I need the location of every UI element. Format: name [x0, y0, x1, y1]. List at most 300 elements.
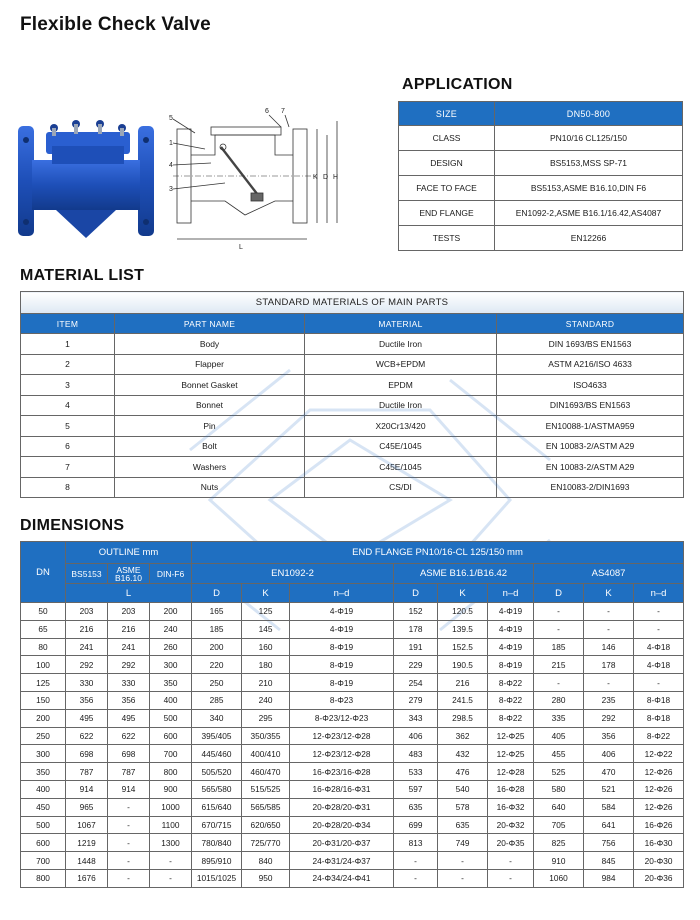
- dim-l-din-f6: 500: [150, 709, 192, 727]
- dim-en-nd: 16-Φ28/16-Φ31: [290, 780, 394, 798]
- dim-en-d: 250: [192, 674, 242, 692]
- dim-as-d: 825: [534, 834, 584, 852]
- dim-col-asme-line1: ASME: [116, 564, 141, 575]
- application-header-label: SIZE: [399, 102, 495, 126]
- dim-group-asme-b161: ASME B16.1/B16.42: [394, 564, 534, 584]
- valve-cross-section-drawing: [165, 103, 383, 255]
- application-header-value: DN50-800: [495, 102, 683, 126]
- dim-as-k: 235: [584, 691, 634, 709]
- dim-dn: 150: [21, 691, 66, 709]
- drawing-label-1: 1: [169, 140, 173, 147]
- dim-asme-k: 298.5: [438, 709, 488, 727]
- dim-as-k: 146: [584, 638, 634, 656]
- dim-en-nd: 24-Φ31/24-Φ37: [290, 852, 394, 870]
- dim-asme-k: 362: [438, 727, 488, 745]
- dimension-rows: [21, 603, 684, 888]
- dim-asme-k: 120.5: [438, 603, 488, 621]
- dim-as-nd: -: [634, 603, 684, 621]
- dim-asme-d: 483: [394, 745, 438, 763]
- dim-as-k: 292: [584, 709, 634, 727]
- dim-asme-d: 279: [394, 691, 438, 709]
- dim-l-din-f6: -: [150, 869, 192, 887]
- dim-l-asme: 241: [108, 638, 150, 656]
- dim-dn: 65: [21, 620, 66, 638]
- material-col-part-name: PART NAME: [115, 314, 305, 334]
- dim-en-nd: 8-Φ23: [290, 691, 394, 709]
- material-row: [21, 477, 684, 498]
- dim-asme-nd: 20-Φ32: [488, 816, 534, 834]
- material-name: C45E/1045: [305, 436, 497, 457]
- dim-asme-k: 578: [438, 798, 488, 816]
- dim-as-d: 405: [534, 727, 584, 745]
- material-list-heading: MATERIAL LIST: [20, 267, 145, 284]
- dim-en-k: 400/410: [242, 745, 290, 763]
- dim-l-asme: 292: [108, 656, 150, 674]
- dim-group-as4087: AS4087: [534, 564, 684, 584]
- dim-l-din-f6: 700: [150, 745, 192, 763]
- material-name: X20Cr13/420: [305, 416, 497, 437]
- material-part-name: Bolt: [115, 436, 305, 457]
- application-row: [399, 226, 683, 251]
- dim-asme-nd: 8-Φ22: [488, 691, 534, 709]
- dim-asme-nd: -: [488, 869, 534, 887]
- dim-asme-nd: 8-Φ22: [488, 709, 534, 727]
- dim-col-en-D: D: [192, 584, 242, 603]
- dim-l-din-f6: 900: [150, 780, 192, 798]
- dim-l-bs5153: 241: [66, 638, 108, 656]
- dim-dn: 100: [21, 656, 66, 674]
- dim-l-asme: 698: [108, 745, 150, 763]
- dim-l-asme: 914: [108, 780, 150, 798]
- dim-en-k: 725/770: [242, 834, 290, 852]
- dim-en-k: 180: [242, 656, 290, 674]
- dim-en-k: 620/650: [242, 816, 290, 834]
- material-name: CS/DI: [305, 477, 497, 498]
- dim-asme-k: 540: [438, 780, 488, 798]
- dimension-row: [21, 869, 684, 887]
- dim-en-d: 780/840: [192, 834, 242, 852]
- drawing-label-6: 6: [265, 108, 269, 115]
- dim-col-asme-line2: B16.10: [115, 572, 142, 583]
- application-label: DESIGN: [399, 151, 495, 176]
- drawing-label-4: 4: [169, 162, 173, 169]
- material-col-item: ITEM: [21, 314, 115, 334]
- dim-l-asme: 203: [108, 603, 150, 621]
- application-table: [398, 101, 683, 251]
- dim-l-bs5153: 203: [66, 603, 108, 621]
- application-value: PN10/16 CL125/150: [495, 126, 683, 151]
- dim-l-asme: -: [108, 798, 150, 816]
- dim-as-k: 178: [584, 656, 634, 674]
- material-standard: DIN1693/BS EN1563: [497, 395, 684, 416]
- application-label: END FLANGE: [399, 201, 495, 226]
- dimension-row: [21, 603, 684, 621]
- dim-as-k: 356: [584, 727, 634, 745]
- dim-dn: 600: [21, 834, 66, 852]
- dim-en-nd: 8-Φ19: [290, 674, 394, 692]
- dim-l-din-f6: -: [150, 852, 192, 870]
- dimension-row: [21, 834, 684, 852]
- dim-asme-k: 152.5: [438, 638, 488, 656]
- dim-as-nd: 12-Φ26: [634, 780, 684, 798]
- dim-asme-nd: 20-Φ35: [488, 834, 534, 852]
- dim-col-as-D: D: [534, 584, 584, 603]
- dim-as-nd: 12-Φ22: [634, 745, 684, 763]
- valve-photo: [16, 110, 158, 245]
- application-heading: APPLICATION: [402, 76, 513, 93]
- dim-asme-d: 152: [394, 603, 438, 621]
- material-table-caption: STANDARD MATERIALS OF MAIN PARTS: [21, 292, 684, 314]
- drawing-label-K: K: [313, 174, 318, 181]
- dim-en-d: 395/405: [192, 727, 242, 745]
- dim-en-nd: 24-Φ34/24-Φ41: [290, 869, 394, 887]
- dim-en-k: 210: [242, 674, 290, 692]
- dim-en-d: 670/715: [192, 816, 242, 834]
- dim-l-asme: 622: [108, 727, 150, 745]
- dim-col-asme-b1610: [108, 564, 150, 584]
- dim-l-din-f6: 1000: [150, 798, 192, 816]
- dim-col-en-nd: n–d: [290, 584, 394, 603]
- dim-asme-d: 229: [394, 656, 438, 674]
- dim-as-d: 455: [534, 745, 584, 763]
- dim-asme-d: 597: [394, 780, 438, 798]
- dim-en-nd: 20-Φ28/20-Φ31: [290, 798, 394, 816]
- dim-as-d: -: [534, 603, 584, 621]
- dim-as-nd: 16-Φ26: [634, 816, 684, 834]
- dim-asme-nd: 8-Φ19: [488, 656, 534, 674]
- material-row: [21, 395, 684, 416]
- dim-as-nd: 8-Φ18: [634, 709, 684, 727]
- dim-as-k: -: [584, 603, 634, 621]
- dim-asme-nd: 8-Φ22: [488, 674, 534, 692]
- material-item: 2: [21, 354, 115, 375]
- dim-l-din-f6: 600: [150, 727, 192, 745]
- material-part-name: Body: [115, 334, 305, 355]
- dim-as-k: 584: [584, 798, 634, 816]
- drawing-label-D: D: [323, 174, 329, 181]
- dim-l-asme: 356: [108, 691, 150, 709]
- material-standard: EN10083-2/DIN1693: [497, 477, 684, 498]
- dim-asme-nd: 16-Φ32: [488, 798, 534, 816]
- dim-dn: 80: [21, 638, 66, 656]
- dimension-row: [21, 620, 684, 638]
- dim-dn: 450: [21, 798, 66, 816]
- dim-en-d: 615/640: [192, 798, 242, 816]
- dim-l-asme: -: [108, 834, 150, 852]
- dim-as-nd: 4-Φ18: [634, 656, 684, 674]
- dim-l-din-f6: 200: [150, 603, 192, 621]
- dim-as-nd: 8-Φ18: [634, 691, 684, 709]
- dim-l-asme: -: [108, 852, 150, 870]
- dimension-row: [21, 674, 684, 692]
- dim-dn: 250: [21, 727, 66, 745]
- dimension-row: [21, 798, 684, 816]
- dim-l-bs5153: 356: [66, 691, 108, 709]
- dim-en-d: 445/460: [192, 745, 242, 763]
- dim-asme-nd: -: [488, 852, 534, 870]
- material-item: 5: [21, 416, 115, 437]
- dim-as-nd: -: [634, 620, 684, 638]
- dim-col-as-K: K: [584, 584, 634, 603]
- application-header-row: [399, 102, 683, 126]
- dim-col-as-nd: n–d: [634, 584, 684, 603]
- dim-col-asme-K: K: [438, 584, 488, 603]
- application-row: [399, 151, 683, 176]
- dim-group-outline: OUTLINE mm: [66, 542, 192, 564]
- application-label: CLASS: [399, 126, 495, 151]
- material-table: [20, 291, 684, 498]
- dim-l-din-f6: 260: [150, 638, 192, 656]
- dim-as-nd: 12-Φ26: [634, 763, 684, 781]
- dimension-row: [21, 638, 684, 656]
- dim-asme-d: 813: [394, 834, 438, 852]
- dim-as-k: 641: [584, 816, 634, 834]
- material-row: [21, 416, 684, 437]
- dimension-row: [21, 745, 684, 763]
- drawing-label-5: 5: [169, 115, 173, 122]
- dim-asme-nd: 4-Φ19: [488, 620, 534, 638]
- dim-l-bs5153: 330: [66, 674, 108, 692]
- dim-en-d: 340: [192, 709, 242, 727]
- drawing-label-3: 3: [169, 186, 173, 193]
- dim-asme-k: 190.5: [438, 656, 488, 674]
- dim-dn: 125: [21, 674, 66, 692]
- dim-en-d: 185: [192, 620, 242, 638]
- material-item: 1: [21, 334, 115, 355]
- material-part-name: Pin: [115, 416, 305, 437]
- dim-as-nd: 20-Φ36: [634, 869, 684, 887]
- dim-en-k: 950: [242, 869, 290, 887]
- dim-asme-d: 635: [394, 798, 438, 816]
- material-standard: EN 10083-2/ASTM A29: [497, 436, 684, 457]
- material-standard: EN 10083-2/ASTM A29: [497, 457, 684, 478]
- dim-as-d: -: [534, 620, 584, 638]
- dim-en-nd: 8-Φ19: [290, 638, 394, 656]
- application-value: EN1092-2,ASME B16.1/16.42,AS4087: [495, 201, 683, 226]
- dim-l-bs5153: 216: [66, 620, 108, 638]
- dim-en-nd: 20-Φ31/20-Φ37: [290, 834, 394, 852]
- dim-dn: 400: [21, 780, 66, 798]
- dim-l-din-f6: 1300: [150, 834, 192, 852]
- application-row: [399, 176, 683, 201]
- dim-as-nd: 4-Φ18: [634, 638, 684, 656]
- dim-asme-k: 635: [438, 816, 488, 834]
- dim-dn: 350: [21, 763, 66, 781]
- dim-as-d: 705: [534, 816, 584, 834]
- dim-l-bs5153: 495: [66, 709, 108, 727]
- material-standard: ASTM A216/ISO 4633: [497, 354, 684, 375]
- dim-as-k: 984: [584, 869, 634, 887]
- dim-as-d: 335: [534, 709, 584, 727]
- material-row: [21, 334, 684, 355]
- dim-as-k: 756: [584, 834, 634, 852]
- dim-as-nd: 20-Φ30: [634, 852, 684, 870]
- material-item: 3: [21, 375, 115, 396]
- dim-asme-d: -: [394, 869, 438, 887]
- dim-asme-k: -: [438, 869, 488, 887]
- dim-col-L: L: [66, 584, 192, 603]
- dim-dn: 500: [21, 816, 66, 834]
- dim-en-nd: 8-Φ23/12-Φ23: [290, 709, 394, 727]
- dimensions-table: [20, 541, 684, 888]
- material-col-standard: STANDARD: [497, 314, 684, 334]
- application-value: EN12266: [495, 226, 683, 251]
- material-header-row: [21, 314, 684, 334]
- material-rows: [21, 334, 684, 498]
- material-part-name: Washers: [115, 457, 305, 478]
- dim-l-asme: 330: [108, 674, 150, 692]
- dim-l-bs5153: 965: [66, 798, 108, 816]
- dim-asme-nd: 4-Φ19: [488, 603, 534, 621]
- application-label: TESTS: [399, 226, 495, 251]
- dim-as-nd: 12-Φ26: [634, 798, 684, 816]
- dim-en-d: 895/910: [192, 852, 242, 870]
- dim-en-d: 505/520: [192, 763, 242, 781]
- dim-asme-k: 139.5: [438, 620, 488, 638]
- dim-as-d: 910: [534, 852, 584, 870]
- dim-dn: 50: [21, 603, 66, 621]
- dim-asme-nd: 16-Φ28: [488, 780, 534, 798]
- dim-l-bs5153: 1448: [66, 852, 108, 870]
- dim-en-nd: 4-Φ19: [290, 603, 394, 621]
- dim-as-d: 640: [534, 798, 584, 816]
- dim-en-d: 1015/1025: [192, 869, 242, 887]
- dim-asme-nd: 12-Φ28: [488, 763, 534, 781]
- dim-asme-d: 178: [394, 620, 438, 638]
- dim-en-d: 200: [192, 638, 242, 656]
- dim-en-k: 460/470: [242, 763, 290, 781]
- dim-l-bs5153: 1219: [66, 834, 108, 852]
- dim-col-asme-nd: n–d: [488, 584, 534, 603]
- dimension-row: [21, 656, 684, 674]
- dim-en-d: 165: [192, 603, 242, 621]
- dim-asme-k: -: [438, 852, 488, 870]
- application-row: [399, 126, 683, 151]
- dimension-row: [21, 727, 684, 745]
- dim-col-asme-D: D: [394, 584, 438, 603]
- dim-as-d: 1060: [534, 869, 584, 887]
- dim-dn: 300: [21, 745, 66, 763]
- dim-asme-k: 241.5: [438, 691, 488, 709]
- dim-en-k: 145: [242, 620, 290, 638]
- dim-en-k: 565/585: [242, 798, 290, 816]
- dimension-row: [21, 780, 684, 798]
- material-item: 7: [21, 457, 115, 478]
- dim-asme-d: 343: [394, 709, 438, 727]
- dim-en-k: 350/355: [242, 727, 290, 745]
- dim-as-d: 280: [534, 691, 584, 709]
- material-row: [21, 436, 684, 457]
- dim-as-k: 406: [584, 745, 634, 763]
- dimensions-heading: DIMENSIONS: [20, 517, 125, 534]
- dim-as-d: 215: [534, 656, 584, 674]
- dim-as-k: 470: [584, 763, 634, 781]
- dim-col-en-K: K: [242, 584, 290, 603]
- dim-en-nd: 12-Φ23/12-Φ28: [290, 727, 394, 745]
- material-name: EPDM: [305, 375, 497, 396]
- dim-l-bs5153: 914: [66, 780, 108, 798]
- dim-col-dn: DN: [21, 542, 66, 603]
- material-row: [21, 354, 684, 375]
- dim-asme-k: 216: [438, 674, 488, 692]
- material-part-name: Flapper: [115, 354, 305, 375]
- dim-l-bs5153: 698: [66, 745, 108, 763]
- dim-l-bs5153: 622: [66, 727, 108, 745]
- material-name: Ductile Iron: [305, 395, 497, 416]
- dim-l-asme: -: [108, 816, 150, 834]
- dim-l-din-f6: 1100: [150, 816, 192, 834]
- application-value: BS5153,ASME B16.10,DIN F6: [495, 176, 683, 201]
- dim-en-nd: 4-Φ19: [290, 620, 394, 638]
- dim-group-en1092: EN1092-2: [192, 564, 394, 584]
- dim-asme-k: 476: [438, 763, 488, 781]
- dim-l-din-f6: 240: [150, 620, 192, 638]
- dim-asme-d: 406: [394, 727, 438, 745]
- dim-l-din-f6: 800: [150, 763, 192, 781]
- material-standard: EN10088-1/ASTMA959: [497, 416, 684, 437]
- dimension-row: [21, 852, 684, 870]
- dim-asme-nd: 12-Φ25: [488, 745, 534, 763]
- dimension-row: [21, 709, 684, 727]
- material-standard: DIN 1693/BS EN1563: [497, 334, 684, 355]
- dim-en-d: 220: [192, 656, 242, 674]
- drawing-label-7: 7: [281, 108, 285, 115]
- dim-group-end-flange: END FLANGE PN10/16-CL 125/150 mm: [192, 542, 684, 564]
- dim-as-k: -: [584, 620, 634, 638]
- dim-en-k: 240: [242, 691, 290, 709]
- dim-l-din-f6: 400: [150, 691, 192, 709]
- dim-en-k: 295: [242, 709, 290, 727]
- material-part-name: Bonnet: [115, 395, 305, 416]
- dim-en-k: 160: [242, 638, 290, 656]
- dim-as-nd: 8-Φ22: [634, 727, 684, 745]
- dim-asme-d: 191: [394, 638, 438, 656]
- dim-l-bs5153: 1067: [66, 816, 108, 834]
- dimension-row: [21, 691, 684, 709]
- material-name: C45E/1045: [305, 457, 497, 478]
- dim-col-bs5153: BS5153: [66, 564, 108, 584]
- dim-asme-d: 533: [394, 763, 438, 781]
- material-col-material: MATERIAL: [305, 314, 497, 334]
- dim-as-d: 185: [534, 638, 584, 656]
- dim-en-d: 565/580: [192, 780, 242, 798]
- dim-as-k: 521: [584, 780, 634, 798]
- dim-en-d: 285: [192, 691, 242, 709]
- dim-asme-k: 432: [438, 745, 488, 763]
- dim-en-k: 125: [242, 603, 290, 621]
- dim-l-bs5153: 1676: [66, 869, 108, 887]
- material-standard: ISO4633: [497, 375, 684, 396]
- material-row: [21, 375, 684, 396]
- material-part-name: Bonnet Gasket: [115, 375, 305, 396]
- material-name: Ductile Iron: [305, 334, 497, 355]
- dim-l-asme: 787: [108, 763, 150, 781]
- dim-l-bs5153: 292: [66, 656, 108, 674]
- dim-asme-k: 749: [438, 834, 488, 852]
- dim-en-k: 840: [242, 852, 290, 870]
- dimension-row: [21, 816, 684, 834]
- material-item: 8: [21, 477, 115, 498]
- dim-as-k: 845: [584, 852, 634, 870]
- material-item: 6: [21, 436, 115, 457]
- drawing-label-L: L: [239, 244, 243, 251]
- dim-as-d: -: [534, 674, 584, 692]
- drawing-label-H: H: [333, 174, 339, 181]
- application-value: BS5153,MSS SP-71: [495, 151, 683, 176]
- dim-as-nd: 16-Φ30: [634, 834, 684, 852]
- dim-col-din-f6: DIN-F6: [150, 564, 192, 584]
- material-name: WCB+EPDM: [305, 354, 497, 375]
